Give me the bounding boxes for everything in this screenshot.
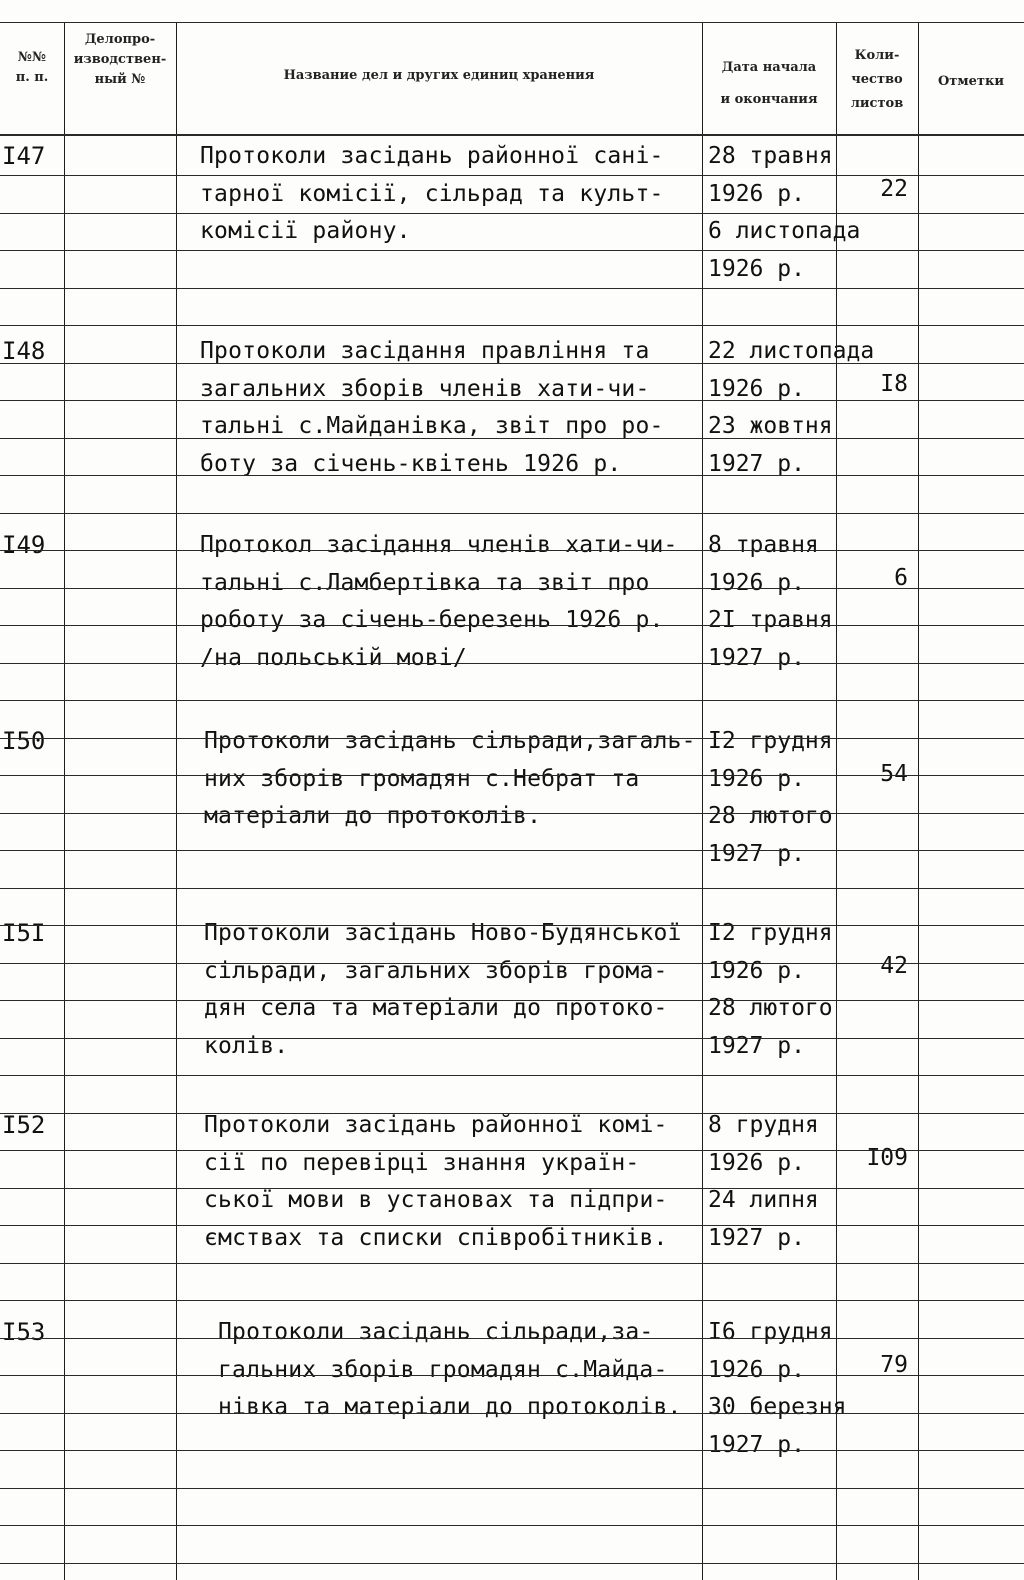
ruled-line — [0, 438, 1024, 439]
record-title-line: Протоколи засідань Ново-Будянської — [204, 920, 682, 946]
record-sheet-count: I8 — [880, 371, 908, 397]
ruled-line — [0, 625, 1024, 626]
ruled-line — [0, 325, 1024, 326]
record-title-line: Протокол засідання членів хати-чи- — [200, 532, 678, 558]
record-title-line: гальних зборів громадян с.Майда- — [218, 1356, 668, 1383]
record-date-line: 1927 р. — [708, 1032, 805, 1059]
ruled-line — [0, 250, 1024, 251]
record-date-line: 23 жовтня — [708, 413, 833, 439]
ruled-line — [0, 663, 1024, 664]
record-sheet-count: 54 — [880, 761, 908, 787]
record-date-line: 28 лютого — [708, 803, 833, 829]
record-title-line: загальних зборів членів хати-чи- — [200, 375, 650, 402]
header-num: №№ п. п. — [15, 50, 49, 85]
record-date-line: 8 грудня — [708, 1112, 819, 1138]
ruled-line — [0, 1375, 1024, 1376]
record-title-line: дян села та матеріали до протоко- — [204, 995, 668, 1021]
ruled-line — [0, 1488, 1024, 1489]
header-dates: Дата начала и окончания — [720, 60, 818, 107]
record-sheet-count: 6 — [894, 565, 908, 591]
record-number: I52 — [2, 1111, 46, 1139]
record-sheet-count: 79 — [880, 1352, 908, 1378]
header-title: Название дел и других единиц хранения — [283, 68, 595, 83]
record-title-line: тальні с.Ламбертівка та звіт про — [200, 569, 650, 596]
column-divider — [64, 22, 65, 1580]
ruled-line — [0, 1225, 1024, 1226]
header-top-rule — [0, 22, 1024, 23]
header-notes: Отметки — [937, 74, 1005, 89]
record-date-line: 30 березня — [708, 1394, 847, 1420]
record-date-line: 1926 р. — [708, 375, 805, 402]
record-date-line: 28 лютого — [708, 995, 833, 1021]
ruled-line — [0, 1300, 1024, 1301]
ruled-line — [0, 175, 1024, 176]
record-date-line: 1926 р. — [708, 1149, 805, 1176]
record-title-line: Протоколи засідання правління та — [200, 338, 650, 364]
ruled-line — [0, 513, 1024, 514]
ruled-line — [0, 1263, 1024, 1264]
record-title-line: Протоколи засідань районної комі- — [204, 1112, 668, 1138]
record-title-line: тарної комісії, сільрад та культ- — [200, 180, 664, 207]
record-title-line: боту за січень-квітень 1926 р. — [200, 450, 622, 477]
record-date-line: 8 травня — [708, 532, 819, 558]
ruled-line — [0, 1188, 1024, 1189]
record-date-line: 1926 р. — [708, 957, 805, 984]
record-number: I50 — [2, 727, 46, 755]
ruled-line — [0, 775, 1024, 776]
record-title-line: матеріали до протоколів. — [204, 803, 542, 829]
ruled-line — [0, 850, 1024, 851]
ruled-line — [0, 738, 1024, 739]
ruled-line — [0, 1150, 1024, 1151]
record-date-line: 1926 р. — [708, 255, 805, 282]
column-divider — [836, 22, 837, 1580]
record-date-line: 1926 р. — [708, 180, 805, 207]
record-title-line: сії по перевірці знання україн- — [204, 1149, 640, 1176]
ruled-line — [0, 888, 1024, 889]
ruled-line — [0, 288, 1024, 289]
ruled-line — [0, 1038, 1024, 1039]
record-sheet-count: I09 — [866, 1145, 908, 1171]
record-date-line: 1927 р. — [708, 1431, 805, 1458]
ruled-line — [0, 1450, 1024, 1451]
column-divider — [702, 22, 703, 1580]
column-divider — [176, 22, 177, 1580]
record-date-line: 1926 р. — [708, 1356, 805, 1383]
record-title-line: Протоколи засідань районної сані- — [200, 143, 664, 169]
record-sheet-count: 22 — [880, 176, 908, 202]
record-title-line: Протоколи засідань сільради,за- — [218, 1319, 654, 1345]
ruled-line — [0, 588, 1024, 589]
record-date-line: 2I травня — [708, 607, 833, 633]
record-date-line: 6 листопада — [708, 218, 861, 244]
ruled-line — [0, 1525, 1024, 1526]
record-title-line: Протоколи засідань сільради,загаль- — [204, 728, 696, 754]
ruled-line — [0, 1338, 1024, 1339]
ruled-line — [0, 700, 1024, 701]
record-title-line: роботу за січень-березень 1926 р. — [200, 607, 664, 633]
record-date-line: 1927 р. — [708, 450, 805, 477]
record-date-line: 1927 р. — [708, 644, 805, 671]
ruled-line — [0, 1000, 1024, 1001]
record-title-line: тальні с.Майданівка, звіт про ро- — [200, 413, 664, 439]
record-title-line: сільради, загальних зборів грома- — [204, 957, 668, 984]
record-date-line: I2 грудня — [708, 920, 833, 946]
record-date-line: 1927 р. — [708, 840, 805, 867]
record-number: I48 — [2, 337, 46, 365]
ruled-line — [0, 475, 1024, 476]
record-date-line: I2 грудня — [708, 728, 833, 754]
ruled-line — [0, 963, 1024, 964]
header-sheets: Коли- чество листов — [850, 48, 904, 111]
header-bottom-rule — [0, 134, 1024, 136]
ruled-line — [0, 925, 1024, 926]
ruled-line — [0, 813, 1024, 814]
record-title-line: нівка та матеріали до протоколів. — [218, 1394, 682, 1420]
ruled-line — [0, 1563, 1024, 1564]
ruled-line — [0, 1113, 1024, 1114]
record-number: I47 — [2, 142, 46, 170]
record-date-line: I6 грудня — [708, 1319, 833, 1345]
record-date-line: 28 травня — [708, 143, 833, 169]
record-title-line: них зборів громадян с.Небрат та — [204, 765, 640, 792]
record-date-line: 22 листопада — [708, 338, 875, 364]
record-title-line: ської мови в установах та підпри- — [204, 1187, 668, 1213]
ruled-line — [0, 1413, 1024, 1414]
record-title-line: /на польській мові/ — [200, 644, 467, 671]
record-number: I5I — [2, 919, 46, 947]
header-office-num: Делопро- изводствен- ный № — [73, 32, 167, 87]
ruled-line — [0, 213, 1024, 214]
record-date-line: 1926 р. — [708, 569, 805, 596]
record-sheet-count: 42 — [880, 953, 908, 979]
ruled-line — [0, 550, 1024, 551]
record-date-line: 24 липня — [708, 1187, 819, 1213]
column-divider — [918, 22, 919, 1580]
record-number: I53 — [2, 1318, 46, 1346]
record-date-line: 1926 р. — [708, 765, 805, 792]
ruled-line — [0, 1075, 1024, 1076]
record-title-line: ємствах та списки співробітників. — [204, 1224, 668, 1251]
record-title-line: колів. — [204, 1032, 289, 1059]
ruled-line — [0, 363, 1024, 364]
record-number: I49 — [2, 531, 46, 559]
record-date-line: 1927 р. — [708, 1224, 805, 1251]
record-title-line: комісії району. — [200, 218, 411, 244]
ruled-line — [0, 400, 1024, 401]
